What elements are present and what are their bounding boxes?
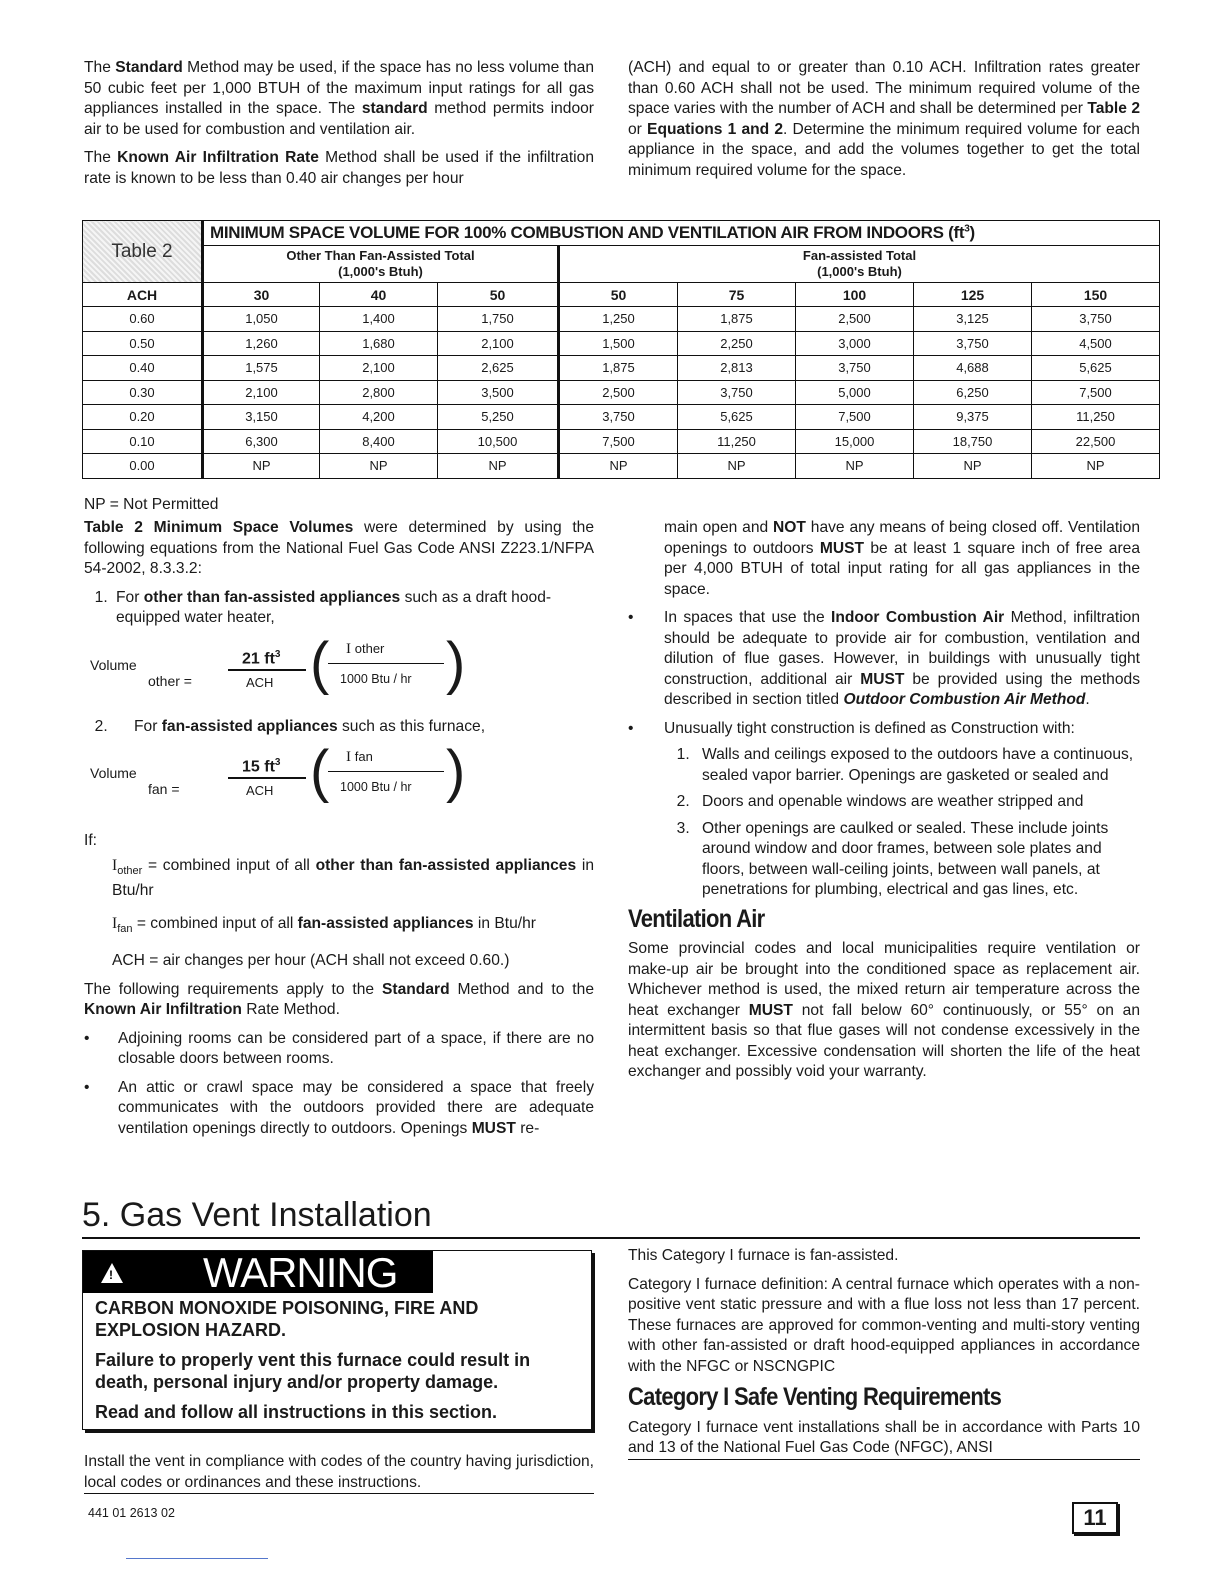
warning-instruction: Read and follow all instructions in this section. <box>95 1402 498 1422</box>
volume-cell: 6,250 <box>914 380 1032 405</box>
volume-cell: 7,500 <box>796 405 914 430</box>
table-title: MINIMUM SPACE VOLUME FOR 100% COMBUSTION AND VENTILATION AIR FROM INDOORS $(ft^3)$ <box>203 221 1160 246</box>
ach-cell: 0.50 <box>83 331 203 356</box>
volume-cell: 3,150 <box>203 405 320 430</box>
volume-cell: 1,260 <box>203 331 320 356</box>
volume-cell: NP <box>438 454 559 479</box>
volume-cell: 2,250 <box>678 331 796 356</box>
known-air-paragraph: The Known Air Infiltration Rate Method shall be used if the infiltration rate is known to be less than 0.40 air changes per hour <box>84 149 594 187</box>
column-header: ACH <box>83 283 203 307</box>
column-header: 30 <box>203 283 320 307</box>
column-header: 40 <box>320 283 438 307</box>
volume-cell: 3,750 <box>914 331 1032 356</box>
volume-cell: 2,100 <box>438 331 559 356</box>
volume-cell: 15,000 <box>796 429 914 454</box>
standard-method-paragraph: The Standard Method may be used, if the space has no less volume than 50 cubic feet per 1,000 BTUH of the maximum input ratings for all gas appliances installed in the space. The standard method permits indoor air to be used for combustion and ventilation air. <box>84 59 595 138</box>
page-number: 11 <box>1072 1502 1118 1534</box>
column-header: 50 <box>559 283 678 307</box>
minimum-space-volume-table <box>82 220 1160 479</box>
install-vent-paragraph: Install the vent in compliance with codes of the country having jurisdiction, local codes or ordinances and these instructions. <box>84 1452 594 1494</box>
right-top-column <box>628 58 1140 189</box>
requirements-paragraph: The following requirements apply to the Standard Method and to the Known Air Infiltration Rate Method. <box>84 980 594 1019</box>
equations-intro: Table 2 Minimum Space Volumes were determined by using the following equations from the National Fuel Gas Code ANSI Z223.1/NFPA 54-2002, 8.3.3.2: <box>84 519 594 577</box>
tight-item-3: 3. Other openings are caulked or sealed. These include joints around window and door frames, between sole plates and floors, between wall-ceiling joints, between wall panels, at penetrations for plumbing, electrical and gas lines, etc. <box>694 819 1140 901</box>
table-row <box>83 405 1160 430</box>
table-label: Table 2 <box>83 221 203 283</box>
volume-cell: 1,875 <box>559 356 678 381</box>
volume-cell: 3,000 <box>796 331 914 356</box>
bullet-attic: • An attic or crawl space may be considered a space that freely communicates with the outdoors provided there are adequate ventilation openings directly to outdoors. Openings MUST re- <box>84 1078 594 1140</box>
volume-cell: 5,625 <box>1032 356 1160 381</box>
column-header: 50 <box>438 283 559 307</box>
volume-cell: 18,750 <box>914 429 1032 454</box>
definition-other: $I_{other}$ = combined input of all other than fan-assisted appliances in Btu/hr <box>112 856 594 900</box>
volume-cell: 11,250 <box>678 429 796 454</box>
warning-triangle-icon: ! <box>101 1263 123 1283</box>
table-body <box>83 307 1160 479</box>
volume-cell: 9,375 <box>914 405 1032 430</box>
right-middle-column <box>628 518 1140 1091</box>
if-label: If: <box>84 832 97 849</box>
volume-cell: 5,000 <box>796 380 914 405</box>
ach-cell: 0.40 <box>83 356 203 381</box>
volume-cell: 4,200 <box>320 405 438 430</box>
volume-cell: NP <box>1032 454 1160 479</box>
volume-cell: 1,575 <box>203 356 320 381</box>
volume-cell: 3,500 <box>438 380 559 405</box>
volume-cell: 10,500 <box>438 429 559 454</box>
safe-venting-paragraph: Category I furnace vent installations shall be in accordance with Parts 10 and 13 of the National Fuel Gas Code (NFGC), ANSI <box>628 1418 1140 1460</box>
volume-cell: NP <box>203 454 320 479</box>
volume-cell: NP <box>914 454 1032 479</box>
definition-fan: $I_{fan}$ = combined input of all fan-assisted appliances in Btu/hr <box>112 914 536 935</box>
left-bottom-column <box>84 1452 594 1502</box>
volume-cell: NP <box>796 454 914 479</box>
volume-cell: 1,875 <box>678 307 796 332</box>
volume-cell: 4,688 <box>914 356 1032 381</box>
equation-item-1: 1. For other than fan-assisted appliances such as a draft hood-equipped water heater, <box>112 588 594 629</box>
warning-header <box>83 1249 433 1296</box>
volume-cell: 1,250 <box>559 307 678 332</box>
table-row <box>83 454 1160 479</box>
ventilation-air-heading: Ventilation Air <box>628 904 765 933</box>
table-row <box>83 331 1160 356</box>
equation-item-2: 2. For fan-assisted appliances such as this furnace, <box>112 717 594 738</box>
table-row <box>83 380 1160 405</box>
openings-continuation: main open and NOT have any means of being closed off. Ventilation openings to outdoors MUST be at least 1 square inch of free area per 4,000 BTUH of total input rating for all gas appliances in the space. <box>664 519 1140 598</box>
volume-cell: 2,625 <box>438 356 559 381</box>
volume-cell: 2,800 <box>320 380 438 405</box>
volume-cell: 2,500 <box>796 307 914 332</box>
volume-cell: 1,400 <box>320 307 438 332</box>
column-header: 100 <box>796 283 914 307</box>
volume-cell: 8,400 <box>320 429 438 454</box>
left-top-column <box>84 58 594 197</box>
left-middle-column <box>84 518 594 1147</box>
warning-hazard: CARBON MONOXIDE POISONING, FIRE AND EXPLOSION HAZARD. <box>95 1298 479 1340</box>
definition-ach: ACH = air changes per hour (ACH shall not exceed 0.60.) <box>112 952 510 970</box>
volume-cell: 1,500 <box>559 331 678 356</box>
warning-box <box>82 1250 592 1430</box>
volume-cell: 5,625 <box>678 405 796 430</box>
infiltration-paragraph: (ACH) and equal to or greater than 0.10 ACH. Infiltration rates greater than 0.60 ACH shall not be used. The minimum required volume of the space varies with the number of ACH and shall be determined per Table 2 or Equations 1 and 2. Determine the minimum required volume for each appliance in the space, and add the volumes together to get the total minimum required volume for the space. <box>628 59 1141 179</box>
volume-cell: 22,500 <box>1032 429 1160 454</box>
right-bottom-column <box>628 1246 1140 1468</box>
volume-cell: 2,100 <box>320 356 438 381</box>
equation-fan: Volume fan = 15 $ft^3$ ACH ( I fan 1000 Btu / hr ) <box>90 739 466 804</box>
volume-cell: 2,500 <box>559 380 678 405</box>
volume-cell: NP <box>320 454 438 479</box>
warning-label: WARNING <box>203 1249 398 1296</box>
tight-item-1: 1. Walls and ceilings exposed to the outdoors have a continuous, sealed vapor barrier. Openings are gasketed or sealed and <box>694 745 1140 786</box>
column-header: 75 <box>678 283 796 307</box>
bullet-indoor-combustion: • In spaces that use the Indoor Combustion Air Method, infiltration should be adequate to provide air for combustion, ventilation and dilution of flue gases. However, in buildings with unusually tight construction, additional air MUST be provided using the methods described in section titled Outdoor Combustion Air Method. <box>628 608 1140 711</box>
category-definition: Category I furnace definition: A central furnace which operates with a non-positive vent static pressure and with a flue loss not less than 17 percent. These furnaces are approved for common-venting and multi-story venting with other fan-assisted or draft hood-equipped appliances in accordance with the NFGC or NSCNGPIC <box>628 1275 1140 1375</box>
ach-cell: 0.00 <box>83 454 203 479</box>
volume-cell: 3,750 <box>796 356 914 381</box>
volume-cell: 1,050 <box>203 307 320 332</box>
volume-cell: 6,300 <box>203 429 320 454</box>
volume-cell: 5,250 <box>438 405 559 430</box>
column-header: 125 <box>914 283 1032 307</box>
volume-cell: 3,750 <box>1032 307 1160 332</box>
volume-cell: 7,500 <box>1032 380 1160 405</box>
volume-cell: 2,100 <box>203 380 320 405</box>
table-row <box>83 307 1160 332</box>
ach-cell: 0.20 <box>83 405 203 430</box>
equation-other: Volume other = 21 $ft^3$ ACH ( I other 1000 Btu / hr ) <box>90 630 466 696</box>
document-code: 441 01 2613 02 <box>88 1506 175 1520</box>
ach-cell: 0.10 <box>83 429 203 454</box>
section-heading: 5. Gas Vent Installation <box>82 1196 1140 1239</box>
tight-item-2: 2. Doors and openable windows are weather stripped and <box>694 792 1140 813</box>
volume-cell: NP <box>559 454 678 479</box>
ach-cell: 0.60 <box>83 307 203 332</box>
ventilation-air-paragraph: Some provincial codes and local municipalities require ventilation or make-up air be brought into the conditioned space as replacement air. Whichever method is used, the mixed return air temperature across the heat exchanger MUST not fall below 60° continuously, or 55° on an intermittent basis so that flue gases will not condense excessively in the heat exchanger. Excessive condensation will shorten the life of the heat exchanger and possibly void your warranty. <box>628 940 1140 1080</box>
ach-cell: 0.30 <box>83 380 203 405</box>
warning-consequence: Failure to properly vent this furnace could result in death, personal injury and/or property damage. <box>95 1350 531 1392</box>
volume-cell: 7,500 <box>559 429 678 454</box>
volume-cell: 1,750 <box>438 307 559 332</box>
table-row <box>83 429 1160 454</box>
volume-cell: 3,750 <box>559 405 678 430</box>
divider <box>126 1558 268 1559</box>
volume-cell: 4,500 <box>1032 331 1160 356</box>
column-header: 150 <box>1032 283 1160 307</box>
group-fan-header: Fan-assisted Total (1,000's Btuh) <box>559 246 1160 283</box>
volume-cell: 11,250 <box>1032 405 1160 430</box>
group-other-header: Other Than Fan-Assisted Total (1,000's Btuh) <box>203 246 559 283</box>
table-row <box>83 356 1160 381</box>
volume-cell: 1,680 <box>320 331 438 356</box>
fan-assisted-statement: This Category I furnace is fan-assisted. <box>628 1247 899 1264</box>
safe-venting-heading: Category I Safe Venting Requirements <box>628 1383 1002 1411</box>
volume-cell: 3,125 <box>914 307 1032 332</box>
bullet-tight-construction: • Unusually tight construction is defined as Construction with: <box>628 719 1140 740</box>
volume-cell: NP <box>678 454 796 479</box>
volume-cell: 2,813 <box>678 356 796 381</box>
bullet-adjoining-rooms: • Adjoining rooms can be considered part of a space, if there are no closable doors between rooms. <box>84 1029 594 1070</box>
volume-cell: 3,750 <box>678 380 796 405</box>
np-note: NP = Not Permitted <box>84 496 219 513</box>
